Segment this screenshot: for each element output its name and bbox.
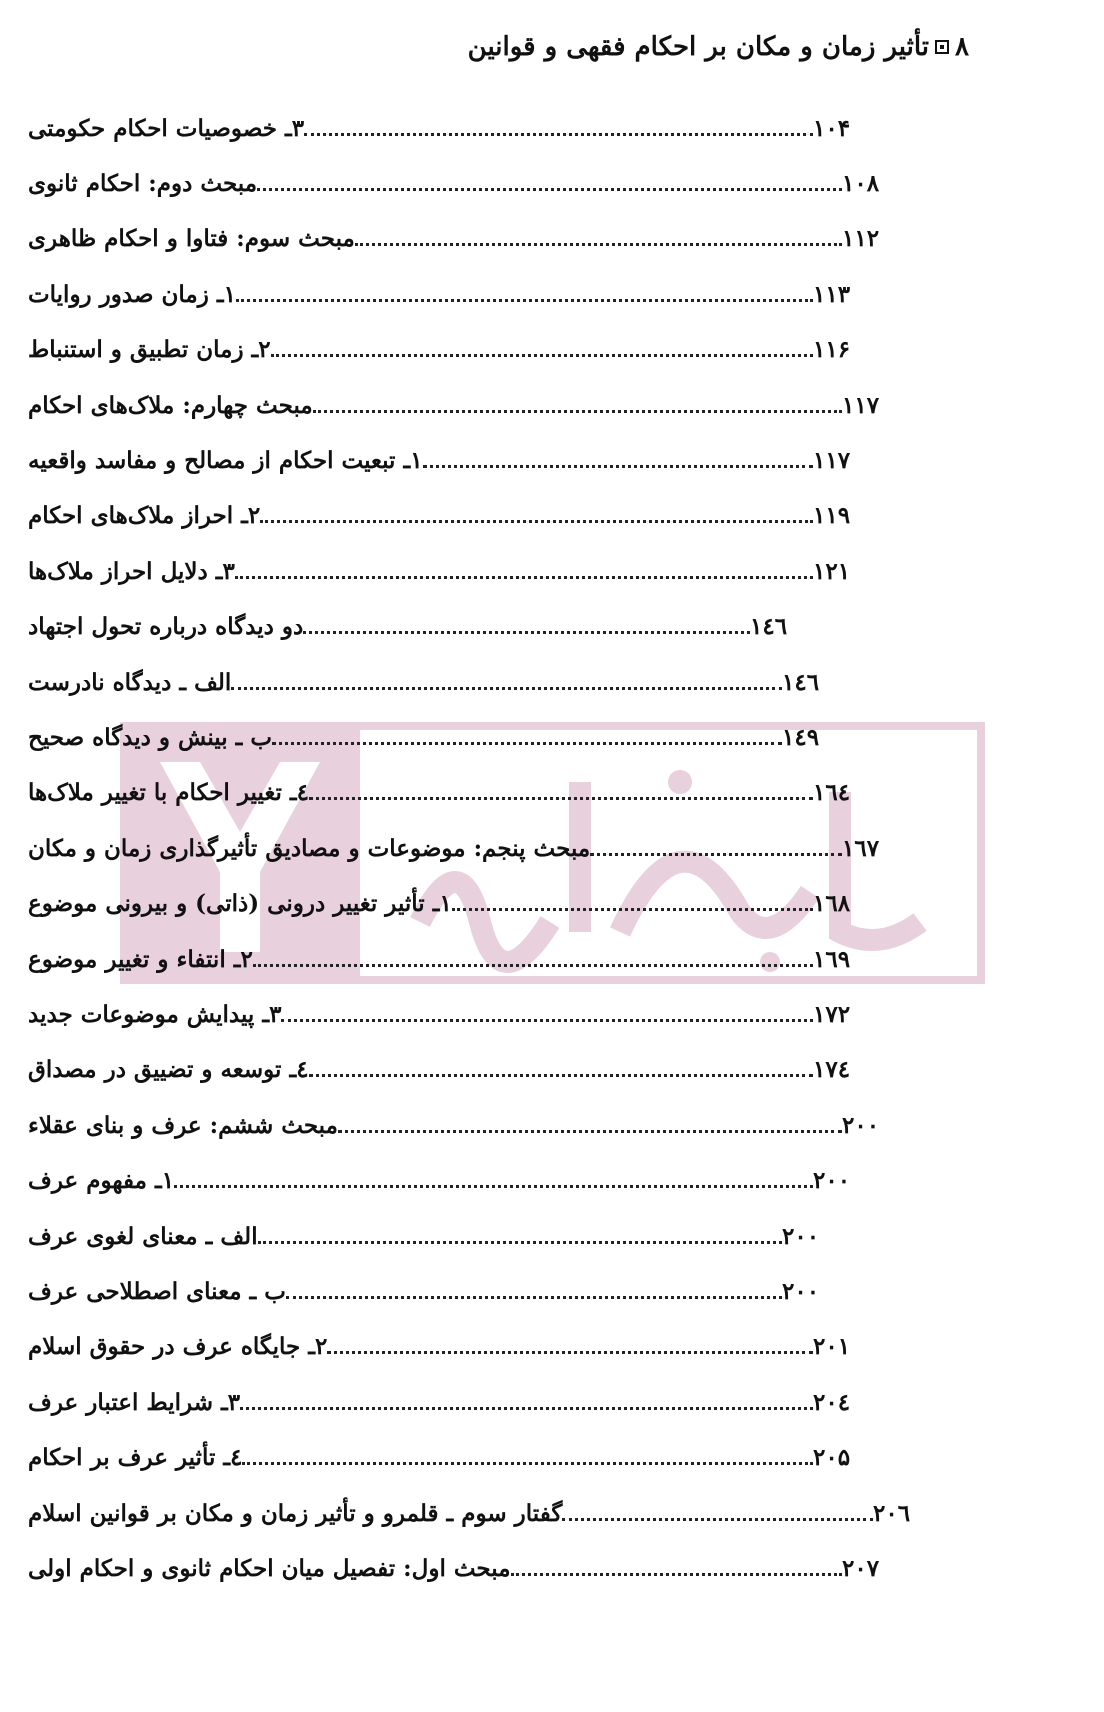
toc-entry xyxy=(22,1548,896,1588)
toc-entry xyxy=(22,1161,867,1201)
toc-entry-title: ۱ـ زمان صدور روایات xyxy=(28,280,236,308)
toc-entry xyxy=(22,330,867,370)
dot-leader xyxy=(240,1407,813,1410)
toc-entry-title: ٤ـ تأثیر عرف بر احکام xyxy=(28,1444,243,1472)
toc-entry xyxy=(22,1271,836,1311)
toc-entry-page-number: ۱۱۲ xyxy=(842,225,880,253)
toc-entry-title: مبحث اول: تفصیل میان احکام ثانوی و احکام اولی xyxy=(28,1554,511,1582)
toc-entry-title: ب ـ بینش و دیدگاه صحیح xyxy=(28,723,273,751)
dot-leader xyxy=(590,853,842,856)
toc-entry-page-number: ۱٤٦ xyxy=(782,668,820,696)
toc-entry xyxy=(22,939,867,979)
toc-entry-title: مبحث ششم: عرف و بنای عقلاء xyxy=(28,1111,338,1139)
toc-entry-page-number: ۱٤٦ xyxy=(750,613,788,641)
toc-entry-page-number: ۱۱۷ xyxy=(842,391,880,419)
dot-leader xyxy=(174,1185,813,1188)
toc-entry-title: مبحث پنجم: موضوعات و مصادیق تأثیرگذاری زمان و مکان xyxy=(28,834,591,862)
toc-entry-title: مبحث چهارم: ملاک‌های احکام xyxy=(28,391,313,419)
dot-leader xyxy=(253,964,813,967)
toc-entry-page-number: ۱٦۸ xyxy=(813,890,851,918)
toc-entry xyxy=(22,994,867,1034)
dot-leader xyxy=(304,133,813,136)
dot-leader xyxy=(281,1019,813,1022)
toc-entry-title: ۲ـ انتفاء و تغییر موضوع xyxy=(28,945,253,973)
toc-entry xyxy=(22,551,867,591)
toc-entry-title: ٤ـ تغییر احکام با تغییر ملاک‌ها xyxy=(28,779,310,807)
toc-entry-title: ۳ـ شرایط اعتبار عرف xyxy=(28,1388,241,1416)
toc-entry xyxy=(22,163,896,203)
toc-entry-title: دو دیدگاه درباره تحول اجتهاد xyxy=(28,613,304,641)
toc-entry-page-number: ۲۰٦ xyxy=(873,1499,911,1527)
toc-entry xyxy=(22,1382,867,1422)
toc-entry xyxy=(22,1327,867,1367)
toc-entry-page-number: ۱٦۹ xyxy=(813,945,851,973)
toc-entry-page-number: ۱٦۷ xyxy=(842,834,880,862)
toc-entry-title: ۱ـ مفهوم عرف xyxy=(28,1167,175,1195)
toc-entry xyxy=(22,274,867,314)
dot-leader xyxy=(235,576,813,579)
toc-entry-page-number: ۲۰۵ xyxy=(813,1444,851,1472)
toc-entry-title: ۲ـ جایگاه عرف در حقوق اسلام xyxy=(28,1333,328,1361)
dot-leader xyxy=(309,1074,813,1077)
dot-leader xyxy=(258,1241,782,1244)
toc-entry-page-number: ۱۷۲ xyxy=(813,1000,851,1028)
dot-leader xyxy=(286,1296,782,1299)
dot-leader xyxy=(338,1130,842,1133)
toc-entry xyxy=(22,1050,867,1090)
toc-entry-page-number: ۱٦٤ xyxy=(813,779,851,807)
toc-entry-page-number: ۲۰۱ xyxy=(813,1333,851,1361)
dot-leader xyxy=(242,1462,813,1465)
dot-leader xyxy=(423,465,813,468)
toc-entry-page-number: ۱۱۳ xyxy=(813,280,851,308)
toc-entry-page-number: ۱۱۹ xyxy=(813,502,851,530)
toc-entry xyxy=(22,496,867,536)
toc-entry-title: ۲ـ زمان تطبیق و استنباط xyxy=(28,336,271,364)
dot-leader xyxy=(231,687,782,690)
toc-entry-title: ۱ـ تأثیر تغییر درونی (ذاتی) و بیرونی موضوع xyxy=(28,890,452,918)
dot-leader xyxy=(260,520,813,523)
dot-leader xyxy=(327,1351,813,1354)
toc-entry xyxy=(22,828,896,868)
toc-entry xyxy=(22,1105,896,1145)
toc-entry xyxy=(22,884,867,924)
toc-entry-page-number: ۲۰۰ xyxy=(813,1167,851,1195)
toc-entry-title: ۳ـ پیدایش موضوعات جدید xyxy=(28,1000,282,1028)
toc-entry-title: ب ـ معنای اصطلاحی عرف xyxy=(28,1277,286,1305)
toc-entry-page-number: ۱۱۷ xyxy=(813,446,851,474)
dot-leader xyxy=(257,188,842,191)
toc-entry xyxy=(22,717,836,757)
dot-leader xyxy=(313,410,842,413)
toc-entry-page-number: ۱۱۶ xyxy=(813,336,851,364)
toc-entry-title: مبحث دوم: احکام ثانوی xyxy=(28,169,258,197)
toc-entry-title: الف ـ معنای لغوی عرف xyxy=(28,1222,258,1250)
dot-leader xyxy=(303,631,750,634)
toc-entry-page-number: ۲۰۰ xyxy=(782,1277,820,1305)
toc-entry xyxy=(22,385,896,425)
toc-entry-page-number: ۲۰۰ xyxy=(842,1111,880,1139)
dot-leader xyxy=(452,908,813,911)
dot-leader xyxy=(309,797,813,800)
dot-leader xyxy=(271,354,813,357)
toc-entry-title: مبحث سوم: فتاوا و احکام ظاهری xyxy=(28,225,355,253)
toc-entry xyxy=(22,219,896,259)
running-title: تأثیر زمان و مکان بر احکام فقهی و قوانین xyxy=(467,32,930,62)
toc-entry-page-number: ۲۰۰ xyxy=(782,1222,820,1250)
dot-leader xyxy=(355,243,842,246)
toc-entry xyxy=(22,662,836,702)
toc-entry xyxy=(22,440,867,480)
toc-entry-page-number: ۱۲۱ xyxy=(813,557,851,585)
toc-entry xyxy=(22,1438,867,1478)
toc-entry xyxy=(22,1216,836,1256)
toc-entry-title: ۲ـ احراز ملاک‌های احکام xyxy=(28,502,261,530)
toc-entry-title: ۱ـ تبعیت احکام از مصالح و مفاسد واقعیه xyxy=(28,446,423,474)
toc-entry-page-number: ۲۰۷ xyxy=(842,1554,880,1582)
toc-entry xyxy=(22,1493,927,1533)
dot-leader xyxy=(511,1573,842,1576)
toc-entry-page-number: ۲۰٤ xyxy=(813,1388,851,1416)
toc-entry-title: ۳ـ خصوصیات احکام حکومتی xyxy=(28,114,305,142)
toc-entry-page-number: ۱٤۹ xyxy=(782,723,820,751)
dot-leader xyxy=(562,1518,873,1521)
dot-leader xyxy=(236,299,813,302)
page-number: ۸ xyxy=(955,32,969,62)
toc-entry-title: ٤ـ توسعه و تضییق در مصداق xyxy=(28,1056,309,1084)
dot-leader xyxy=(272,742,782,745)
toc-entry-title: الف ـ دیدگاه نادرست xyxy=(28,668,232,696)
toc-entry xyxy=(22,108,867,148)
toc-entry-page-number: ۱۰۸ xyxy=(842,169,880,197)
toc-entry xyxy=(22,773,867,813)
toc-entry-page-number: ۱۰۴ xyxy=(813,114,851,142)
toc-entry-title: ۳ـ دلایل احراز ملاک‌ها xyxy=(28,557,235,585)
toc-entry-title: گفتار سوم ـ قلمرو و تأثیر زمان و مکان بر قوانین اسلام xyxy=(28,1499,563,1527)
toc-entry xyxy=(22,607,804,647)
toc-entry-page-number: ۱۷٤ xyxy=(813,1056,851,1084)
